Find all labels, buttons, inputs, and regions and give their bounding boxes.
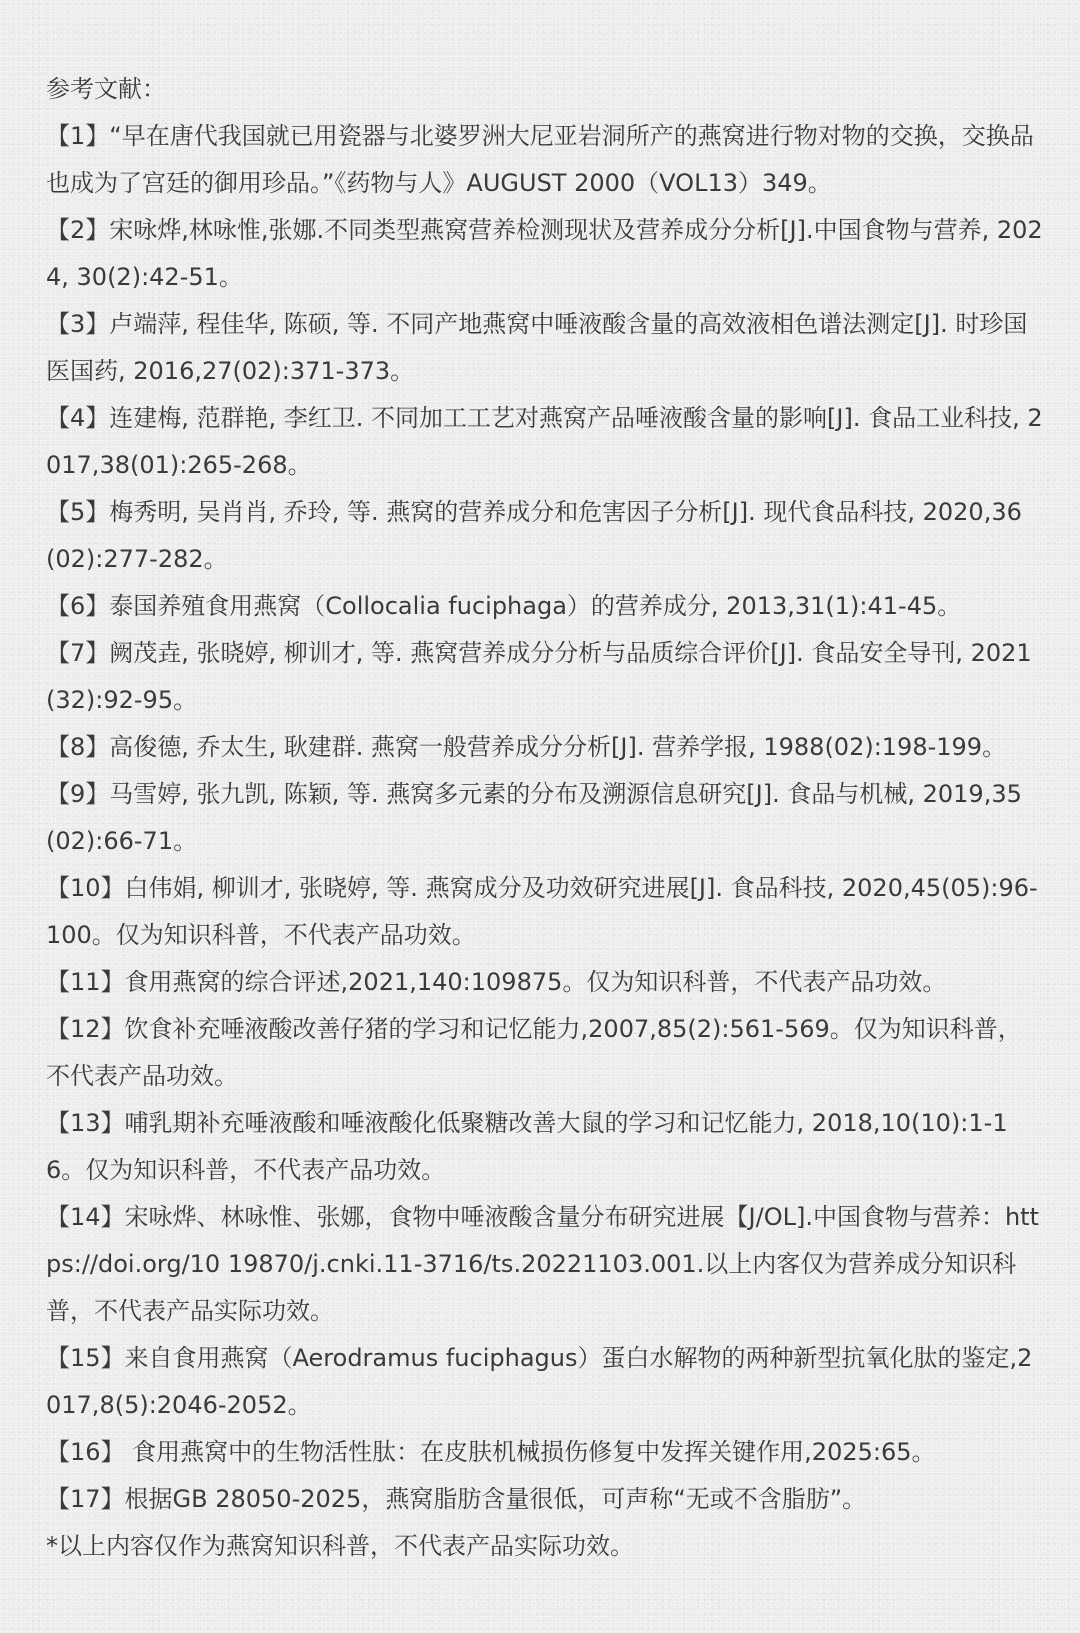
reference-item-15: 【15】来自食用燕窝（Aerodramus fuciphagus）蛋白水解物的两种新型抗氧化肽的鉴定,2017,8(5):2046-2052。 (46, 1344, 1033, 1419)
reference-item-5: 【5】梅秀明, 吴肖肖, 乔玲, 等. 燕窝的营养成分和危害因子分析[J]. 现代食品科技, 2020,36(02):277-282。 (46, 498, 1022, 573)
reference-item-13: 【13】哺乳期补充唾液酸和唾液酸化低聚糖改善大鼠的学习和记忆能力, 2018,10(10):1-16。仅为知识科普，不代表产品功效。 (46, 1109, 1008, 1184)
reference-item-10: 【10】白伟娟, 柳训才, 张晓婷, 等. 燕窝成分及功效研究进展[J]. 食品科技, 2020,45(05):96-100。仅为知识科普，不代表产品功效。 (46, 874, 1038, 949)
reference-item-7: 【7】阙茂垚, 张晓婷, 柳训才, 等. 燕窝营养成分分析与品质综合评价[J]. 食品安全导刊, 2021(32):92-95。 (46, 639, 1032, 714)
reference-item-11: 【11】食用燕窝的综合评述,2021,140:109875。仅为知识科普，不代表产品功效。 (46, 968, 947, 996)
reference-item-16: 【16】 食用燕窝中的生物活性肽：在皮肤机械损伤修复中发挥关键作用,2025:65。 (46, 1438, 936, 1466)
reference-list (46, 113, 1044, 1523)
references-heading: 参考文献： (46, 75, 166, 103)
reference-item-8: 【8】高俊德, 乔太生, 耿建群. 燕窝一般营养成分分析[J]. 营养学报, 1988(02):198-199。 (46, 733, 1007, 761)
reference-item-6: 【6】泰国养殖食用燕窝（Collocalia fuciphaga）的营养成分, 2013,31(1):41-45。 (46, 592, 962, 620)
reference-item-17: 【17】根据GB 28050-2025，燕窝脂肪含量很低，可声称“无或不含脂肪”。 (46, 1485, 867, 1513)
reference-item-9: 【9】马雪婷, 张九凯, 陈颖, 等. 燕窝多元素的分布及溯源信息研究[J]. 食品与机械, 2019,35(02):66-71。 (46, 780, 1022, 855)
reference-item-1: 【1】“早在唐代我国就已用瓷器与北婆罗洲大尼亚岩洞所产的燕窝进行物对物的交换，交换品也成为了宫廷的御用珍品。”《药物与人》AUGUST 2000（VOL13）349。 (46, 122, 1034, 197)
reference-item-3: 【3】卢端萍, 程佳华, 陈硕, 等. 不同产地燕窝中唾液酸含量的高效液相色谱法测定[J]. 时珍国医国药, 2016,27(02):371-373。 (46, 310, 1028, 385)
disclaimer-note: *以上内容仅作为燕窝知识科普，不代表产品实际功效。 (46, 1532, 634, 1560)
reference-item-2: 【2】宋咏烨,林咏惟,张娜.不同类型燕窝营养检测现状及营养成分分析[J].中国食物与营养, 2024, 30(2):42-51。 (46, 216, 1043, 291)
reference-item-4: 【4】连建梅, 范群艳, 李红卫. 不同加工工艺对燕窝产品唾液酸含量的影响[J]. 食品工业科技, 2017,38(01):265-268。 (46, 404, 1043, 479)
reference-item-12: 【12】饮食补充唾液酸改善仔猪的学习和记忆能力,2007,85(2):561-569。仅为知识科普，不代表产品功效。 (46, 1015, 1022, 1090)
reference-item-14: 【14】宋咏烨、林咏惟、张娜，食物中唾液酸含量分布研究进展【J/OL].中国食物与营养：https://doi.org/10 19870/j.cnki.11-3716/ts.20221103.001.以上内客仅为营养成分知识科普，不代表产品实际功效。 (46, 1203, 1039, 1325)
